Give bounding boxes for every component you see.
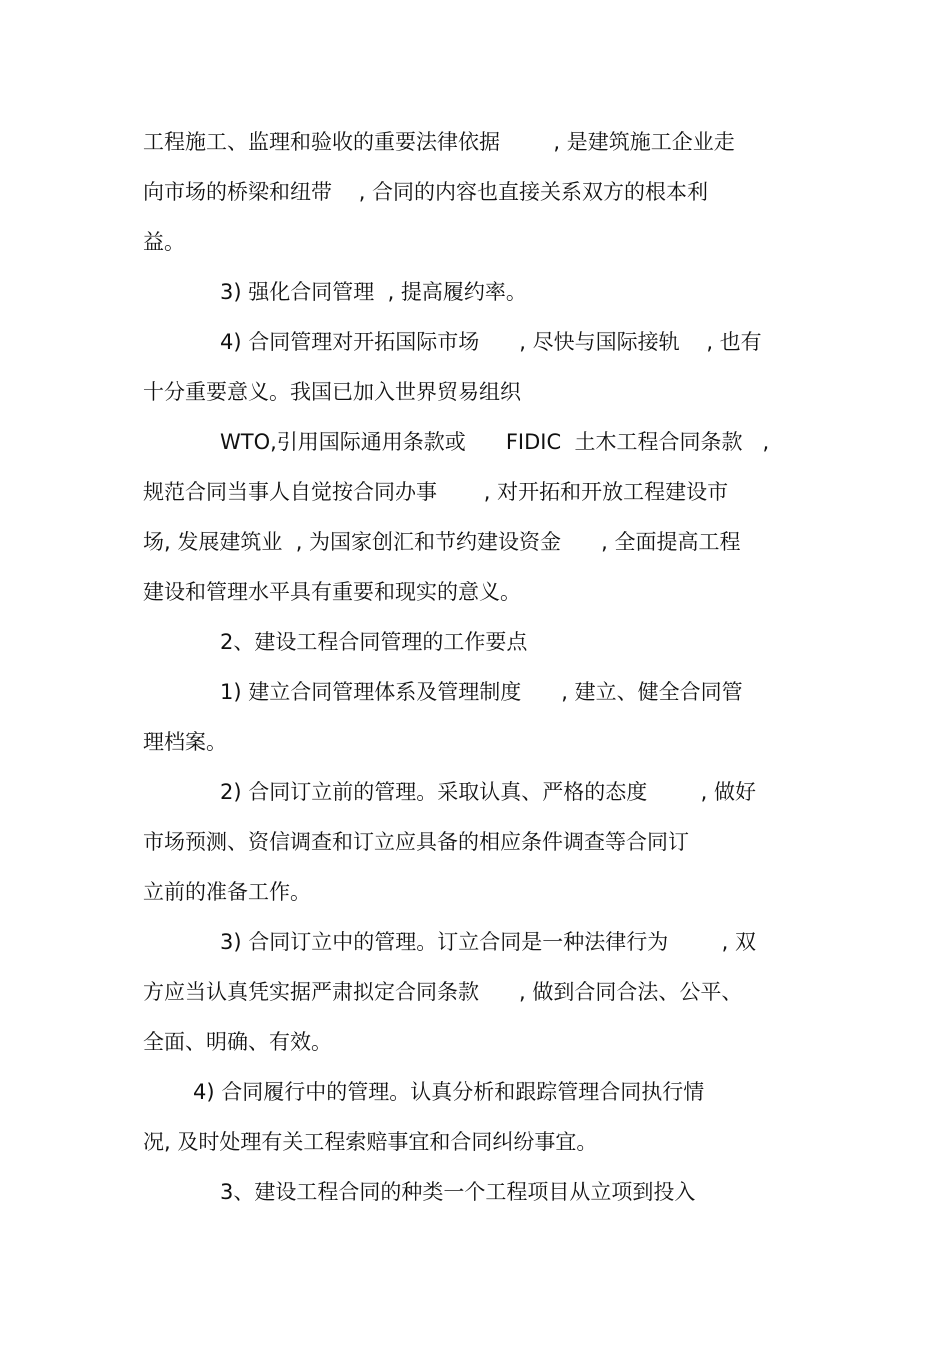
text-line: 市场预测、资信调查和订立应具备的相应条件调查等合同订 — [143, 830, 689, 854]
text-line: 1) 建立合同管理体系及管理制度 , 建立、健全合同管 — [220, 680, 743, 704]
text-line: 方应当认真凭实据严肃拟定合同条款 , 做到合同合法、公平、 — [143, 980, 743, 1004]
text-line: WTO,引用国际通用条款或 FIDIC 土木工程合同条款 , — [220, 430, 770, 454]
text-line: 向市场的桥梁和纽带 , 合同的内容也直接关系双方的根本利 — [143, 180, 709, 204]
text-line: 理档案。 — [143, 730, 227, 754]
text-line: 场, 发展建筑业 , 为国家创汇和节约建设资金 , 全面提高工程 — [143, 530, 741, 554]
text-line: 益。 — [143, 230, 185, 254]
text-line: 全面、明确、有效。 — [143, 1030, 332, 1054]
text-line: 立前的准备工作。 — [143, 880, 311, 904]
text-line: 工程施工、监理和验收的重要法律依据 , 是建筑施工企业走 — [143, 130, 735, 154]
text-line: 2) 合同订立前的管理。采取认真、严格的态度 , 做好 — [220, 780, 756, 804]
text-line: 3) 合同订立中的管理。订立合同是一种法律行为 , 双 — [220, 930, 756, 954]
text-line: 建设和管理水平具有重要和现实的意义。 — [143, 580, 521, 604]
text-line: 3) 强化合同管理 , 提高履约率。 — [220, 280, 527, 304]
text-line: 4) 合同履行中的管理。认真分析和跟踪管理合同执行情 — [193, 1080, 705, 1104]
text-line: 十分重要意义。我国已加入世界贸易组织 — [143, 380, 521, 404]
text-line: 规范合同当事人自觉按合同办事 , 对开拓和开放工程建设市 — [143, 480, 729, 504]
section-heading: 2、建设工程合同管理的工作要点 — [220, 630, 528, 654]
section-heading: 3、建设工程合同的种类一个工程项目从立项到投入 — [220, 1180, 696, 1204]
text-line: 况, 及时处理有关工程索赔事宜和合同纠纷事宜。 — [143, 1130, 598, 1154]
text-line: 4) 合同管理对开拓国际市场 , 尽快与国际接轨 , 也有 — [220, 330, 762, 354]
